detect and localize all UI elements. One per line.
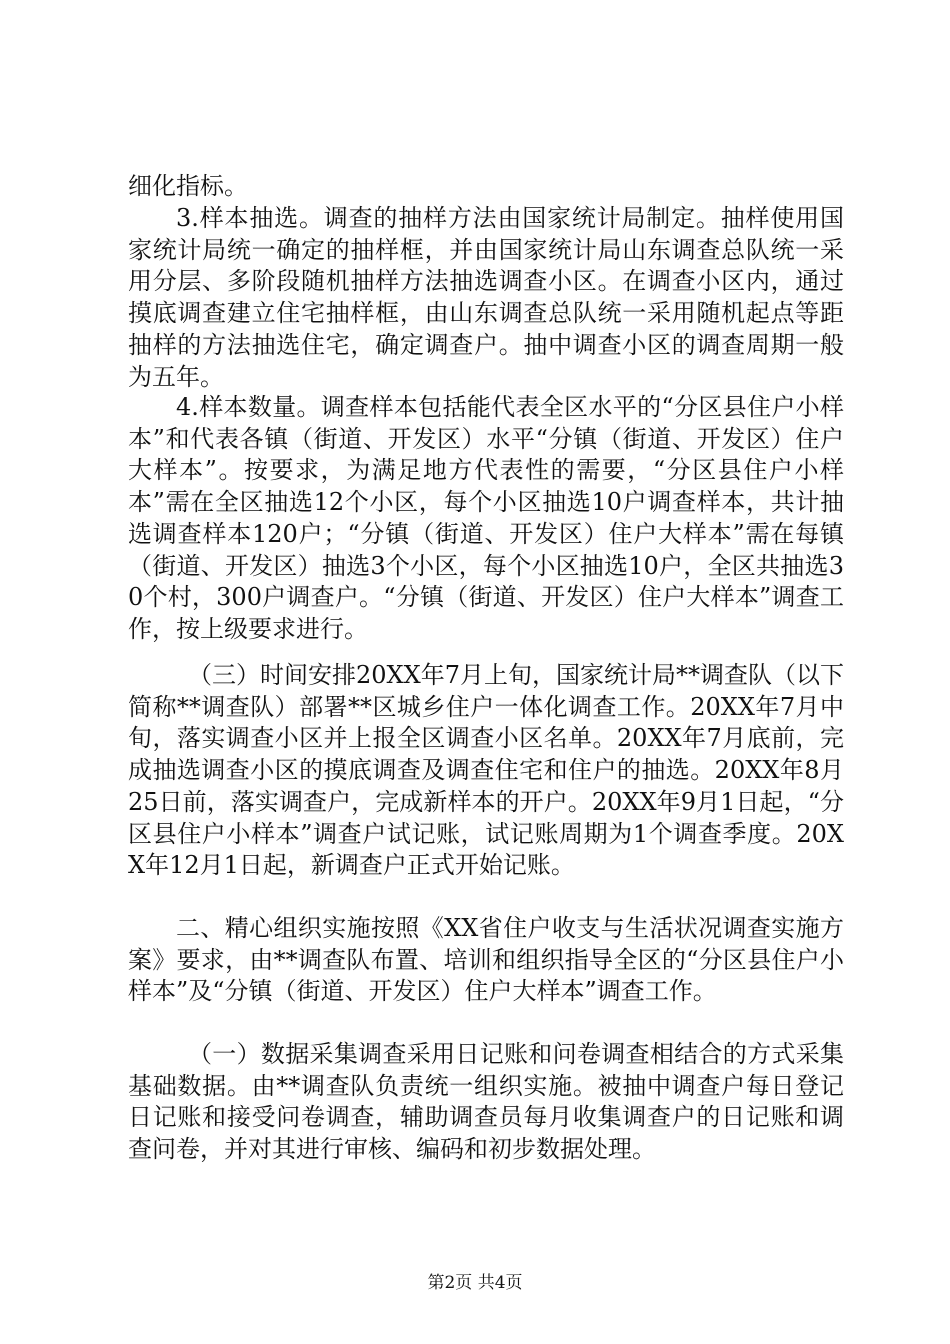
page-footer: 第2页 共4页 — [427, 1273, 523, 1293]
paragraph-time-schedule: （三）时间安排20XX年7月上旬，国家统计局**调查队（以下简称**调查队）部署**区城乡住户一体化调查工作。20XX年7月中旬，落实调查小区并上报全区调查小区名单。20XX年7月底前，完成抽选调查小区的摸底调查及调查住宅和住户的抽选。20XX年8月25日前，落实调查户，完成新样本的开户。20XX年9月1日起，“分区县住户小样本”调查户试记账，试记账周期为1个调查季度。20XX年12月1日起，新调查户正式开始记账。 — [128, 661, 844, 880]
paragraph-data-collection: （一）数据采集调查采用日记账和问卷调查相结合的方式采集基础数据。由**调查队负责统一组织实施。被抽中调查户每日登记日记账和接受问卷调查，辅助调查员每月收集调查户的日记账和调查问卷，并对其进行审核、编码和初步数据处理。 — [128, 1040, 844, 1164]
paragraph-sample-selection: 3.样本抽选。调查的抽样方法由国家统计局制定。抽样使用国家统计局统一确定的抽样框，并由国家统计局山东调查总队统一采用分层、多阶段随机抽样方法抽选调查小区。在调查小区内，通过摸底调查建立住宅抽样框，由山东调查总队统一采用随机起点等距抽样的方法抽选住宅，确定调查户。抽中调查小区的调查周期一般为五年。 — [128, 204, 844, 391]
paragraph-organization: 二、精心组织实施按照《XX省住户收支与生活状况调查实施方案》要求，由**调查队布置、培训和组织指导全区的“分区县住户小样本”及“分镇（街道、开发区）住户大样本”调查工作。 — [128, 914, 844, 1006]
paragraph-sample-size: 4.样本数量。调查样本包括能代表全区水平的“分区县住户小样本”和代表各镇（街道、开发区）水平“分镇（街道、开发区）住户大样本”。按要求，为满足地方代表性的需要，“分区县住户小样本”需在全区抽选12个小区，每个小区抽选10户调查样本，共计抽选调查样本120户；“分镇（街道、开发区）住户大样本”需在每镇（街道、开发区）抽选3个小区，每个小区抽选10户，全区共抽选30个村，300户调查户。“分镇（街道、开发区）住户大样本”调查工作，按上级要求进行。 — [128, 393, 844, 643]
paragraph-continuation: 细化指标。 — [128, 172, 248, 200]
